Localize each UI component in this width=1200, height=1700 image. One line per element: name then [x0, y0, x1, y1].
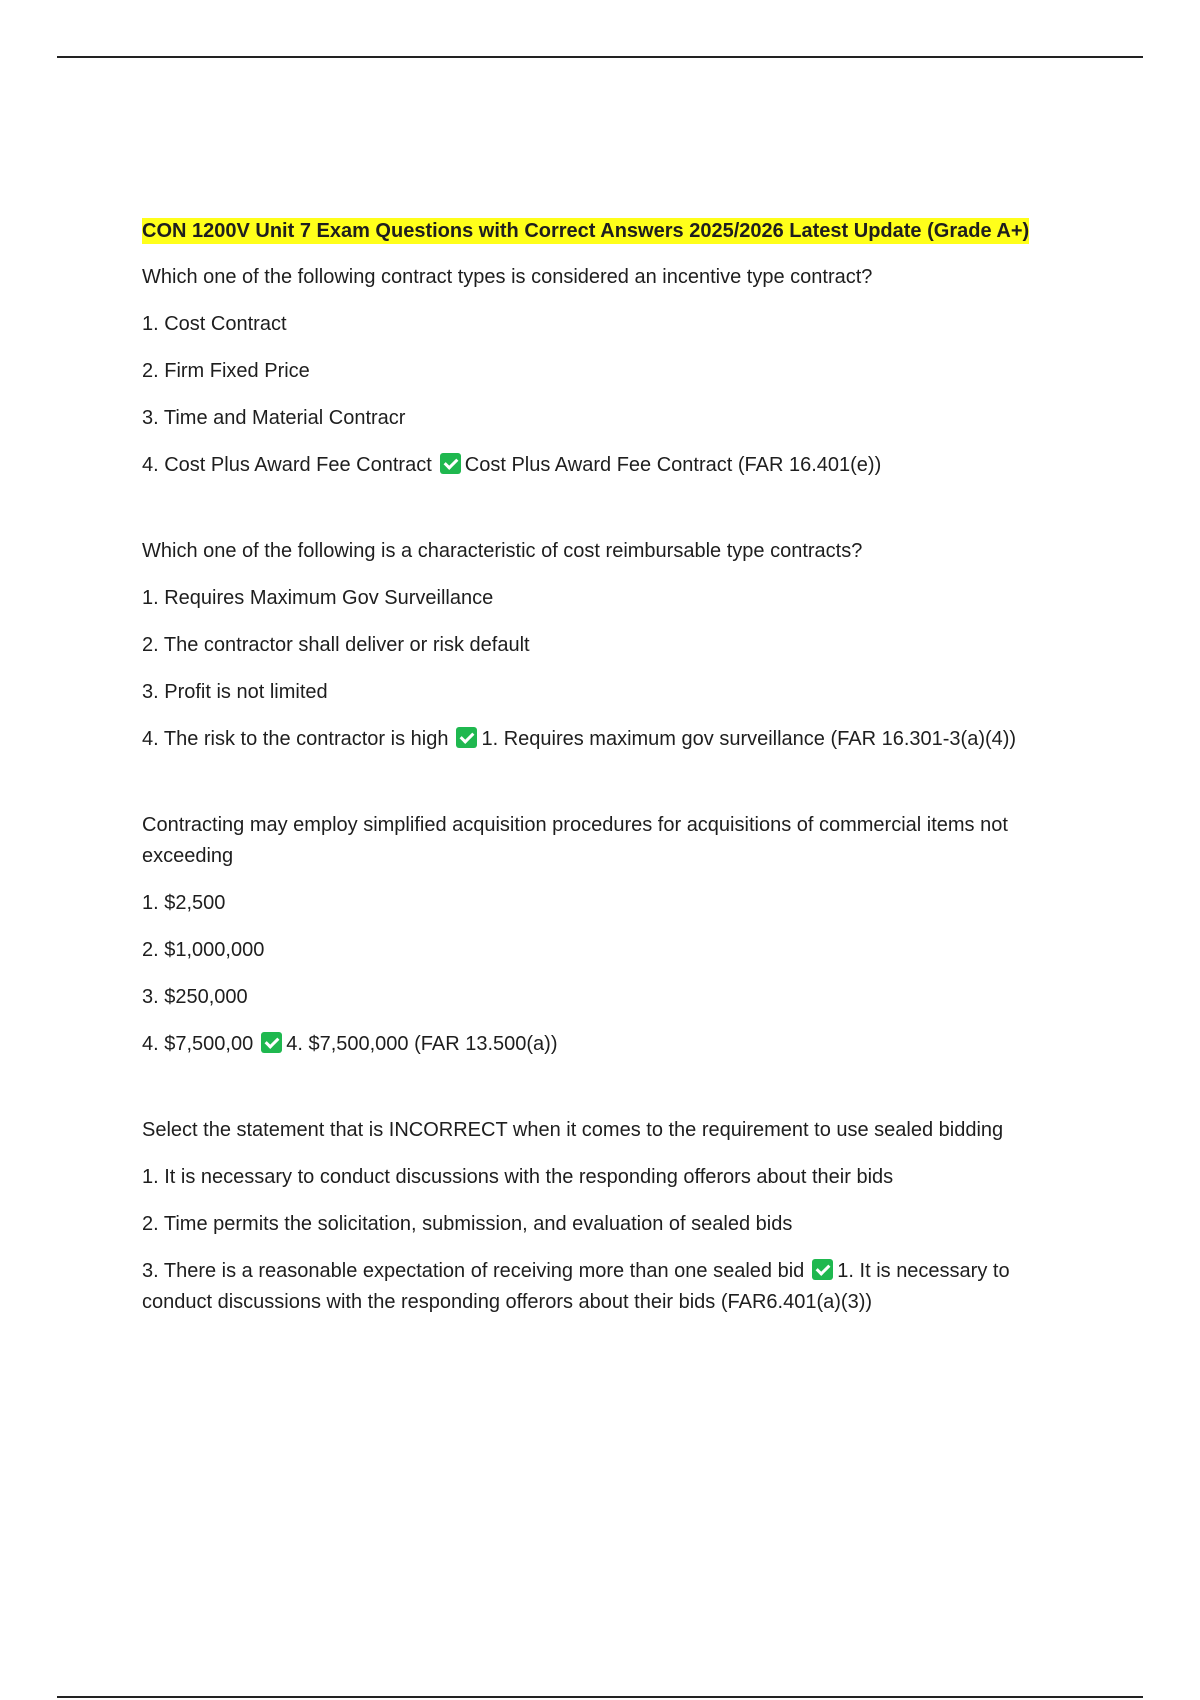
title-line — [142, 216, 1062, 247]
question-block-2 — [142, 536, 1062, 755]
option: 1. $2,500 — [142, 892, 226, 914]
check-mark-icon — [812, 1259, 833, 1280]
option: 4. The risk to the contractor is high — [142, 728, 449, 750]
question-text: Select the statement that is INCORRECT when it comes to the requirement to use sealed bidding — [142, 1119, 1004, 1141]
check-mark-icon — [261, 1032, 282, 1053]
question-text: Which one of the following is a characteristic of cost reimbursable type contracts? — [142, 540, 863, 562]
option: 3. Profit is not limited — [142, 681, 328, 703]
answer-line — [142, 724, 1062, 755]
option: 4. Cost Plus Award Fee Contract — [142, 454, 432, 476]
question-block-3 — [142, 810, 1062, 1060]
check-mark-icon — [456, 727, 477, 748]
question-block-1 — [142, 262, 1062, 481]
correct-answer: 1. It is necessary to conduct discussions with the responding offerors about their bids (FAR6.401(a)(3)) — [142, 1260, 1010, 1313]
correct-answer: 1. Requires maximum gov surveillance (FAR 16.301-3(a)(4)) — [481, 728, 1017, 750]
question-block-4 — [142, 1115, 1062, 1318]
question-text: Contracting may employ simplified acquisition procedures for acquisitions of commercial items not exceeding — [142, 814, 1008, 867]
option: 3. There is a reasonable expectation of receiving more than one sealed bid — [142, 1260, 805, 1282]
option: 4. $7,500,00 — [142, 1033, 254, 1055]
check-mark-icon — [440, 453, 461, 474]
option: 2. Firm Fixed Price — [142, 360, 310, 382]
option: 2. $1,000,000 — [142, 939, 265, 961]
answer-line — [142, 1256, 1062, 1318]
option: 2. Time permits the solicitation, submission, and evaluation of sealed bids — [142, 1213, 793, 1235]
question-text: Which one of the following contract types is considered an incentive type contract? — [142, 266, 873, 288]
correct-answer: Cost Plus Award Fee Contract (FAR 16.401(e)) — [464, 454, 882, 476]
header-rule — [57, 56, 1143, 58]
answer-line — [142, 1029, 1062, 1060]
correct-answer: 4. $7,500,000 (FAR 13.500(a)) — [286, 1033, 558, 1055]
document-body — [142, 216, 1062, 1373]
option: 3. $250,000 — [142, 986, 248, 1008]
option: 1. It is necessary to conduct discussions with the responding offerors about their bids — [142, 1166, 894, 1188]
answer-line — [142, 450, 1062, 481]
option: 2. The contractor shall deliver or risk default — [142, 634, 530, 656]
option: 1. Cost Contract — [142, 313, 287, 335]
option: 3. Time and Material Contracr — [142, 407, 406, 429]
option: 1. Requires Maximum Gov Surveillance — [142, 587, 494, 609]
document-title: CON 1200V Unit 7 Exam Questions with Correct Answers 2025/2026 Latest Update (Grade A+) — [142, 220, 1030, 242]
footer-rule — [57, 1696, 1143, 1698]
